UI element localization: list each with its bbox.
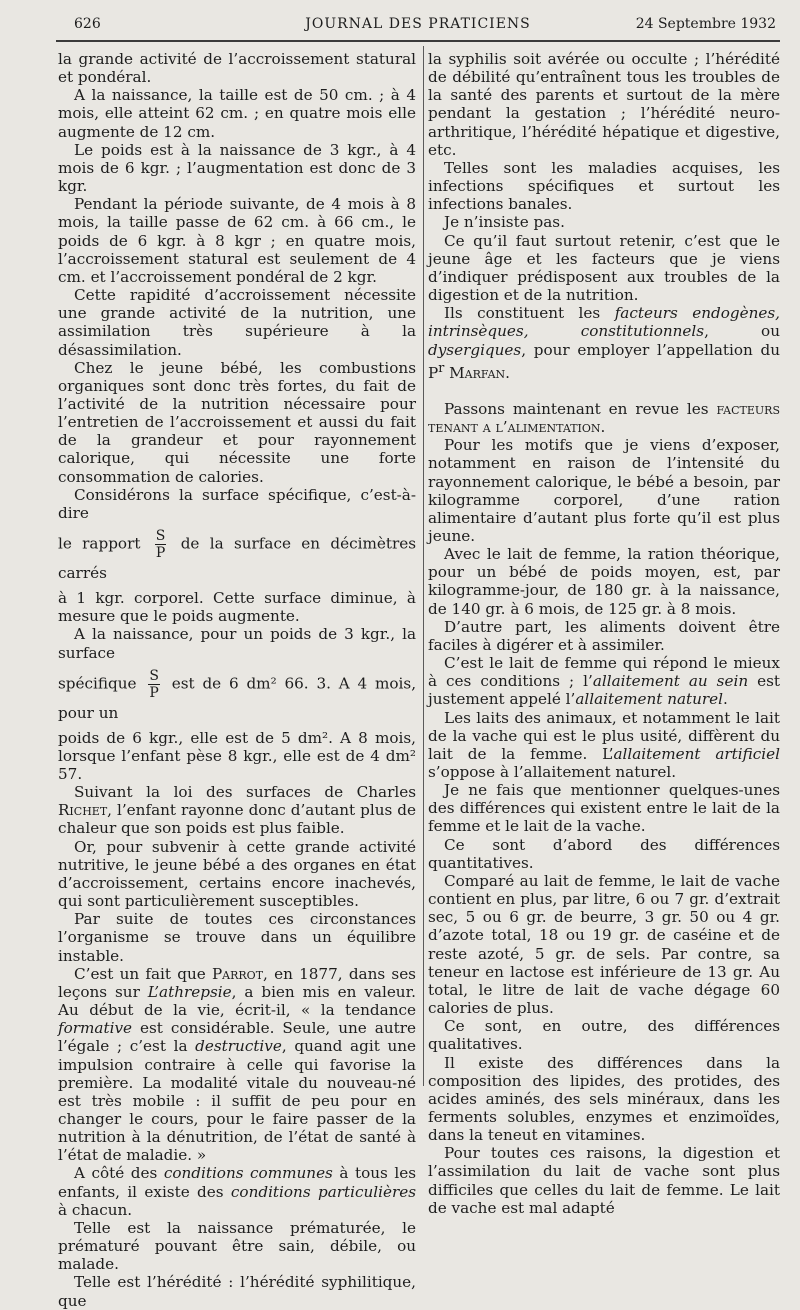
journal-title: JOURNAL DES PRATICIENS bbox=[305, 16, 531, 32]
right-column bbox=[428, 50, 780, 1217]
paragraph: Ce qu’il faut surtout retenir, c’est que le jeune âge et les facteurs que je viens d’indiquer prédisposent aux troubles de la digestion et de la nutrition. bbox=[428, 231, 780, 305]
paragraph: Telle est la naissance prématurée, le prématuré pouvant être sain, débile, ou malade. bbox=[58, 1218, 416, 1274]
left-column bbox=[58, 50, 416, 1310]
paragraph: Chez le jeune bébé, les combustions organiques sont donc très fortes, du fait de l’activité de la nutrition nécessaire pour l’entretien de l’accroissement et aussi du fait de la grandeur et pour rayonnement calorique, qui nécessite une forte consommation de calories. bbox=[58, 358, 416, 486]
ratio-fraction: $\frac{S}{P}$ bbox=[155, 528, 166, 562]
paragraph: Pour toutes ces raisons, la digestion et l’assimilation du lait de vache sont plus difficiles que celles du lait de femme. Le lait de vache est mal adapté bbox=[428, 1144, 780, 1217]
paragraph: A la naissance, pour un poids de 3 kgr., la surface bbox=[58, 625, 416, 662]
paragraph: Avec le lait de femme, la ration théorique, pour un bébé de poids moyen, est, par kilogramme-jour, de 180 gr. à la naissance, de 140 gr. à 6 mois, de 125 gr. à 8 mois. bbox=[428, 545, 780, 618]
paragraph: Ce sont, en outre, des différences qualitatives. bbox=[428, 1017, 780, 1054]
paragraph: A la naissance, la taille est de 50 cm. ; à 4 mois, elle atteint 62 cm. ; en quatre mois elle augmente de 12 cm. bbox=[58, 86, 416, 141]
paragraph: Par suite de toutes ces circonstances l’organisme se trouve dans un équilibre instable. bbox=[58, 910, 416, 965]
section-gap bbox=[428, 382, 780, 400]
paragraph: la grande activité de l’accroissement statural et pondéral. bbox=[58, 50, 416, 87]
paragraph: Le poids est à la naissance de 3 kgr., à 4 mois de 6 kgr. ; l’augmentation est donc de 3 kgr. bbox=[58, 140, 416, 196]
paragraph: Telles sont les maladies acquises, les infections spécifiques et surtout les infections banales. bbox=[428, 158, 780, 214]
paragraph: C’est un fait que Parrot, en 1877, dans ses leçons sur L’athrepsie, a bien mis en valeur. Au début de la vie, écrit-il, « la tendance formative est considérable. Seule, une autre l’égale ; c’est la destructive, quand agit une impulsion contraire à celle qui favorise la première. La modalité vitale du nouveau-né est très mobile : il suffit de peu pour en changer le cours, pour le faire passer de la nutrition à la dénutrition, de l’état de santé à l’état de maladie. » bbox=[58, 964, 417, 1165]
paragraph: C’est le lait de femme qui répond le mieux à ces conditions ; l’allaitement au sein est justement appelé l’allaitement naturel. bbox=[428, 654, 780, 709]
ratio-line: le rapport $\frac{S}{P}$ de la surface en décimètres carrés bbox=[58, 528, 416, 583]
ratio-fraction: $\frac{S}{P}$ bbox=[149, 667, 159, 701]
paragraph: Je ne fais que mentionner quelques-unes des différences qui existent entre le lait de la femme et le lait de la vache. bbox=[428, 781, 780, 836]
paragraph: A côté des conditions communes à tous les enfants, il existe des conditions particulières à chacun. bbox=[58, 1164, 417, 1219]
paragraph: Comparé au lait de femme, le lait de vache contient en plus, par litre, 6 ou 7 gr. d’extrait sec, 5 ou 6 gr. de beurre, 3 gr. 50 ou 4 gr. d’azote total, 18 ou 19 gr. de caséine et de reste azoté, 5 gr. de sels. Par contre, sa teneur en lactose est inférieure de 13 gr. Au total, le litre de lait de vache dégage 60 calories de plus. bbox=[428, 871, 780, 1018]
paragraph: Ils constituent les facteurs endogènes, intrinsèques, constitutionnels, ou dysergiques, pour employer l’appellation du $P^r$ Marfan. bbox=[428, 304, 781, 382]
paragraph: Ce sont d’abord des différences quantitatives. bbox=[428, 835, 780, 872]
author-name: Marfan bbox=[449, 363, 506, 382]
header-rule bbox=[56, 40, 780, 42]
paragraph: Je n’insiste pas. bbox=[444, 213, 565, 232]
paragraph: Il existe des différences dans la composition des lipides, des protides, des acides aminés, des sels minéraux, dans les ferments solubles, enzymes et enzimoïdes, dans la teneut en vitamines. bbox=[428, 1053, 780, 1145]
author-name: Richet bbox=[58, 801, 108, 820]
section-heading: facteurs tenant a l’alimentation bbox=[428, 399, 780, 437]
page-header bbox=[60, 16, 776, 42]
paragraph: Suivant la loi des surfaces de Charles Richet, l’enfant rayonne donc d’autant plus de chaleur que son poids est plus faible. bbox=[58, 783, 416, 838]
column-divider bbox=[423, 46, 424, 1086]
paragraph: Or, pour subvenir à cette grande activité nutritive, le jeune bébé a des organes en état d’accroissement, certains encore inachevés, qui sont particulièrement susceptibles. bbox=[58, 837, 416, 911]
paragraph: la syphilis soit avérée ou occulte ; l’hérédité de débilité qu’entraînent tous les troubles de la santé des parents et surtout de la mère pendant la gestation ; l’hérédité neuro-arthritique, l’hérédité hépatique et digestive, etc. bbox=[428, 50, 780, 159]
paragraph: Cette rapidité d’accroissement nécessite une grande activité de la nutrition, une assimilation très supérieure à la désassimilation. bbox=[58, 286, 416, 359]
paragraph: Telle est l’hérédité : l’hérédité syphilitique, que bbox=[58, 1273, 416, 1310]
paragraph: Pour les motifs que je viens d’exposer, notamment en raison de l’intensité du rayonnement calorique, le bébé a besoin, par kilogramme corporel, d’une ration alimentaire d’autant plus forte qu’il est plus jeune. bbox=[428, 436, 780, 545]
issue-date: 24 Septembre 1932 bbox=[635, 16, 776, 32]
paragraph: D’autre part, les aliments doivent être faciles à digérer et à assimiler. bbox=[428, 617, 780, 654]
paragraph: poids de 6 kgr., elle est de 5 dm². A 8 mois, lorsque l’enfant pèse 8 kgr., elle est de 4 dm² 57. bbox=[58, 728, 416, 783]
author-name: Parrot bbox=[211, 964, 264, 983]
page-number: 626 bbox=[74, 16, 101, 32]
paragraph: Considérons la surface spécifique, c’est-à-dire bbox=[58, 485, 416, 522]
section-intro: Passons maintenant en revue les facteurs tenant a l’alimentation. bbox=[428, 399, 780, 437]
paragraph: Les laits des animaux, et notamment le lait de la vache qui est le plus usité, diffèrent du lait de la femme. L’allaitement artificiel s’oppose à l’allaitement naturel. bbox=[428, 708, 780, 781]
paragraph: à 1 kgr. corporel. Cette surface diminue, à mesure que le poids augmente. bbox=[58, 589, 416, 626]
paragraph: Pendant la période suivante, de 4 mois à 8 mois, la taille passe de 62 cm. à 66 cm., le poids de 6 kgr. à 8 kgr ; en quatre mois, l’accroissement statural est seulement de 4 cm. et l’accroissement pondéral de 2 kgr. bbox=[58, 195, 416, 286]
ratio-line: spécifique $\frac{S}{P}$ est de 6 dm² 66. 3. A 4 mois, pour un bbox=[58, 667, 417, 722]
